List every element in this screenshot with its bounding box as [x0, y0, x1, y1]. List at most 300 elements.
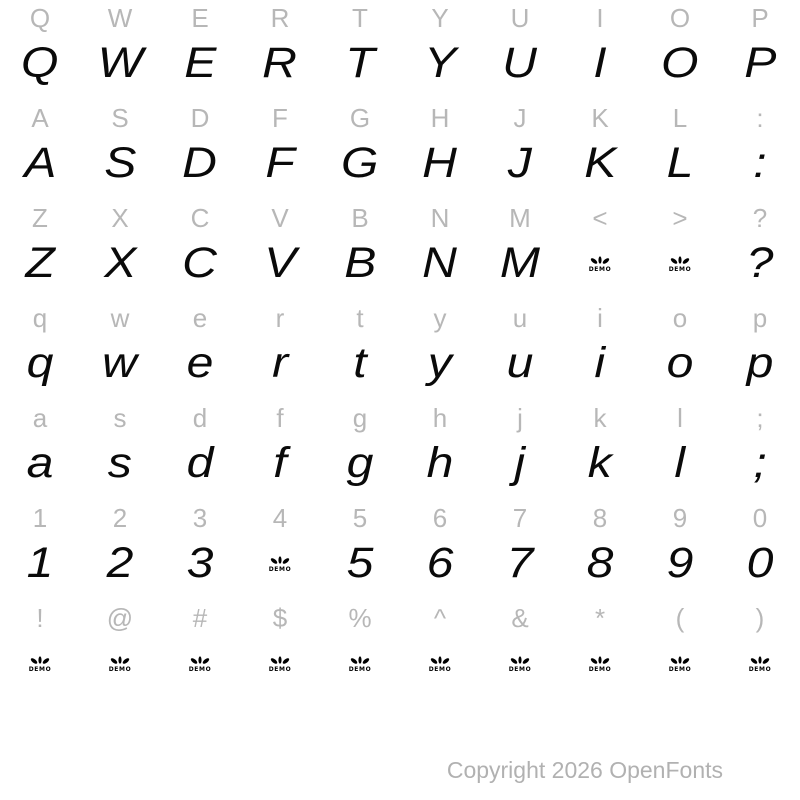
fleuron-petals-icon — [669, 256, 691, 266]
label-cell — [720, 602, 800, 633]
label-cell — [240, 2, 320, 33]
glyph-cell — [480, 538, 560, 590]
label-cell — [320, 602, 400, 633]
label-cell — [0, 2, 80, 33]
label-cell — [720, 2, 800, 33]
label-char: $ — [272, 602, 288, 633]
glyph-cell — [240, 558, 320, 578]
label-cell — [400, 602, 480, 633]
label-cell — [160, 502, 240, 533]
label-cell — [400, 502, 480, 533]
character-row-group — [0, 200, 800, 300]
glyph-char: 2 — [106, 538, 134, 587]
glyph-char: R — [262, 38, 298, 87]
demo-placeholder — [269, 556, 292, 573]
demo-label: DEMO — [188, 666, 212, 673]
label-cell — [400, 2, 480, 33]
glyph-cell — [320, 38, 400, 90]
glyph-char: O — [661, 38, 699, 87]
label-char: J — [513, 102, 527, 133]
glyph-char: w — [102, 338, 138, 387]
label-cell — [480, 502, 560, 533]
label-char: 6 — [432, 502, 448, 533]
label-char: s — [113, 402, 127, 433]
label-char: Z — [32, 202, 48, 233]
glyph-cell — [160, 338, 240, 390]
label-cell — [320, 502, 400, 533]
glyph-char: D — [182, 138, 218, 187]
demo-label: DEMO — [108, 666, 132, 673]
label-char: w — [110, 302, 130, 333]
label-cell — [640, 2, 720, 33]
demo-placeholder — [589, 256, 612, 273]
label-char: G — [349, 102, 371, 133]
label-char: S — [111, 102, 129, 133]
glyph-char: 5 — [346, 538, 374, 587]
label-cell — [640, 402, 720, 433]
label-cell — [720, 402, 800, 433]
demo-label: DEMO — [28, 666, 52, 673]
label-cell — [560, 2, 640, 33]
fleuron-petals-icon — [189, 656, 211, 666]
label-cell — [320, 402, 400, 433]
character-row-group — [0, 600, 800, 700]
label-char: W — [107, 2, 133, 33]
label-char: U — [510, 2, 530, 33]
label-cell — [720, 302, 800, 333]
demo-placeholder — [669, 656, 692, 673]
label-char: N — [430, 202, 450, 233]
glyph-cell — [400, 658, 480, 678]
fleuron-petals-icon — [589, 656, 611, 666]
label-cell — [320, 302, 400, 333]
glyph-char: E — [183, 38, 217, 87]
label-char: % — [348, 602, 372, 633]
demo-label: DEMO — [428, 666, 452, 673]
glyph-char: X — [103, 238, 137, 287]
glyph-cell — [160, 38, 240, 90]
glyph-cell — [640, 258, 720, 278]
glyph-char: W — [97, 38, 143, 87]
label-cell — [480, 302, 560, 333]
glyph-char: g — [346, 438, 374, 487]
glyph-char: e — [186, 338, 214, 387]
glyph-char: C — [182, 238, 218, 287]
glyph-cell — [480, 658, 560, 678]
glyph-cell — [160, 238, 240, 290]
glyph-char: h — [426, 438, 454, 487]
glyph-cell — [720, 538, 800, 590]
demo-placeholder — [269, 656, 292, 673]
label-char: # — [192, 602, 208, 633]
label-char: E — [191, 2, 209, 33]
glyph-cell — [80, 338, 160, 390]
glyph-char: A — [23, 138, 57, 187]
demo-placeholder — [349, 656, 372, 673]
label-char: e — [192, 302, 208, 333]
glyph-cell — [0, 338, 80, 390]
glyph-char: j — [514, 438, 526, 487]
glyph-char: y — [427, 338, 453, 387]
glyph-char: S — [103, 138, 137, 187]
glyph-cell — [560, 438, 640, 490]
fleuron-petals-icon — [589, 256, 611, 266]
glyph-cell — [160, 438, 240, 490]
label-char: y — [433, 302, 447, 333]
label-char: B — [351, 202, 369, 233]
label-char: ^ — [433, 602, 447, 633]
label-char: K — [591, 102, 609, 133]
glyph-char: l — [674, 438, 686, 487]
fleuron-petals-icon — [269, 656, 291, 666]
glyph-cell — [80, 658, 160, 678]
glyph-row — [0, 36, 800, 100]
copyright-text: Copyright 2026 OpenFonts — [446, 757, 723, 783]
glyph-cell — [480, 338, 560, 390]
label-cell — [560, 202, 640, 233]
label-char: q — [32, 302, 48, 333]
glyph-cell — [240, 438, 320, 490]
label-cell — [0, 502, 80, 533]
glyph-cell — [560, 258, 640, 278]
demo-placeholder — [109, 656, 132, 673]
character-row-group — [0, 500, 800, 600]
label-cell — [80, 602, 160, 633]
label-char: > — [672, 202, 688, 233]
character-row-group — [0, 300, 800, 400]
glyph-cell — [720, 438, 800, 490]
label-char: h — [432, 402, 448, 433]
glyph-cell — [400, 338, 480, 390]
label-char: L — [672, 102, 688, 133]
glyph-cell — [720, 658, 800, 678]
label-cell — [400, 302, 480, 333]
label-char: C — [190, 202, 210, 233]
label-char: @ — [106, 602, 134, 633]
glyph-cell — [480, 438, 560, 490]
glyph-char: Q — [21, 38, 59, 87]
label-char: R — [270, 2, 290, 33]
glyph-cell — [400, 538, 480, 590]
label-row — [0, 500, 800, 536]
label-char: k — [593, 402, 607, 433]
label-cell — [400, 402, 480, 433]
glyph-char: q — [26, 338, 54, 387]
glyph-cell — [320, 338, 400, 390]
glyph-cell — [160, 658, 240, 678]
glyph-char: P — [743, 38, 777, 87]
glyph-char: V — [263, 238, 297, 287]
label-char: A — [31, 102, 49, 133]
label-cell — [160, 102, 240, 133]
glyph-cell — [560, 538, 640, 590]
label-cell — [160, 402, 240, 433]
label-char: * — [594, 602, 606, 633]
glyph-cell — [720, 38, 800, 90]
glyph-cell — [240, 38, 320, 90]
label-cell — [320, 2, 400, 33]
glyph-char: Z — [25, 238, 55, 287]
glyph-char: d — [186, 438, 214, 487]
label-cell — [480, 602, 560, 633]
label-char: : — [756, 102, 764, 133]
glyph-cell — [480, 238, 560, 290]
glyph-cell — [640, 538, 720, 590]
label-cell — [240, 602, 320, 633]
label-char: o — [672, 302, 688, 333]
glyph-char: ? — [746, 238, 774, 287]
demo-placeholder — [29, 656, 52, 673]
glyph-row — [0, 136, 800, 200]
glyph-cell — [0, 658, 80, 678]
demo-label: DEMO — [268, 666, 292, 673]
label-cell — [720, 202, 800, 233]
label-cell — [160, 602, 240, 633]
glyph-cell — [720, 138, 800, 190]
label-char: 1 — [32, 502, 48, 533]
label-char: Y — [431, 2, 449, 33]
label-cell — [560, 502, 640, 533]
label-char: i — [597, 302, 603, 333]
glyph-char: T — [345, 38, 375, 87]
glyph-char: M — [499, 238, 541, 287]
glyph-char: J — [507, 138, 533, 187]
glyph-cell — [240, 138, 320, 190]
label-char: P — [751, 2, 769, 33]
demo-placeholder — [749, 656, 772, 673]
label-cell — [480, 202, 560, 233]
glyph-char: H — [422, 138, 458, 187]
label-row — [0, 600, 800, 636]
label-cell — [640, 202, 720, 233]
label-cell — [80, 302, 160, 333]
glyph-cell — [0, 538, 80, 590]
label-char: M — [509, 202, 531, 233]
glyph-cell — [400, 138, 480, 190]
glyph-cell — [320, 538, 400, 590]
glyph-row — [0, 536, 800, 600]
label-cell — [80, 2, 160, 33]
glyph-cell — [320, 438, 400, 490]
label-char: g — [352, 402, 368, 433]
label-char: ; — [756, 402, 764, 433]
demo-label: DEMO — [588, 666, 612, 673]
label-char: l — [677, 402, 683, 433]
glyph-char: F — [265, 138, 295, 187]
label-char: Q — [29, 2, 51, 33]
label-cell — [640, 102, 720, 133]
glyph-char: p — [746, 338, 774, 387]
glyph-char: K — [583, 138, 617, 187]
label-cell — [480, 102, 560, 133]
fleuron-petals-icon — [749, 656, 771, 666]
fleuron-petals-icon — [29, 656, 51, 666]
label-char: 3 — [192, 502, 208, 533]
demo-label: DEMO — [668, 666, 692, 673]
label-char: u — [512, 302, 528, 333]
label-char: V — [271, 202, 289, 233]
glyph-cell — [560, 658, 640, 678]
glyph-cell — [240, 658, 320, 678]
glyph-cell — [0, 138, 80, 190]
label-cell — [560, 302, 640, 333]
label-char: 5 — [352, 502, 368, 533]
label-char: 9 — [672, 502, 688, 533]
demo-placeholder — [189, 656, 212, 673]
glyph-cell — [400, 38, 480, 90]
glyph-char: U — [502, 38, 538, 87]
glyph-char: u — [506, 338, 534, 387]
label-cell — [560, 102, 640, 133]
demo-label: DEMO — [668, 266, 692, 273]
glyph-char: a — [26, 438, 54, 487]
label-char: p — [752, 302, 768, 333]
label-cell — [560, 602, 640, 633]
label-char: O — [669, 2, 691, 33]
label-row — [0, 400, 800, 436]
glyph-cell — [560, 138, 640, 190]
glyph-cell — [640, 438, 720, 490]
character-row-group — [0, 400, 800, 500]
label-char: ) — [755, 602, 765, 633]
label-cell — [80, 502, 160, 533]
glyph-cell — [80, 38, 160, 90]
demo-placeholder — [429, 656, 452, 673]
glyph-char: i — [594, 338, 606, 387]
glyph-char: 7 — [506, 538, 534, 587]
label-cell — [0, 102, 80, 133]
label-cell — [240, 202, 320, 233]
label-char: 8 — [592, 502, 608, 533]
demo-label: DEMO — [588, 266, 612, 273]
label-char: ? — [752, 202, 768, 233]
glyph-cell — [240, 338, 320, 390]
glyph-char: t — [353, 338, 367, 387]
label-cell — [400, 202, 480, 233]
glyph-char: 6 — [426, 538, 454, 587]
glyph-char: Y — [423, 38, 457, 87]
label-cell — [720, 102, 800, 133]
label-cell — [640, 302, 720, 333]
label-char: ! — [36, 602, 44, 633]
label-cell — [320, 202, 400, 233]
fleuron-petals-icon — [269, 556, 291, 566]
label-char: H — [430, 102, 450, 133]
label-char: < — [592, 202, 608, 233]
label-cell — [160, 202, 240, 233]
label-char: 7 — [512, 502, 528, 533]
footer — [0, 757, 800, 785]
glyph-cell — [80, 538, 160, 590]
label-cell — [480, 2, 560, 33]
glyph-char: : — [753, 138, 767, 187]
label-row — [0, 200, 800, 236]
glyph-cell — [0, 238, 80, 290]
label-cell — [560, 402, 640, 433]
fleuron-petals-icon — [429, 656, 451, 666]
glyph-char: f — [273, 438, 287, 487]
demo-placeholder — [509, 656, 532, 673]
glyph-char: r — [271, 338, 289, 387]
glyph-char: 3 — [186, 538, 214, 587]
label-cell — [640, 502, 720, 533]
glyph-cell — [640, 38, 720, 90]
label-cell — [240, 102, 320, 133]
fleuron-petals-icon — [349, 656, 371, 666]
label-row — [0, 300, 800, 336]
glyph-cell — [640, 338, 720, 390]
label-char: D — [190, 102, 210, 133]
label-char: r — [275, 302, 285, 333]
glyph-char: s — [107, 438, 133, 487]
fleuron-petals-icon — [509, 656, 531, 666]
glyph-char: G — [341, 138, 379, 187]
label-cell — [400, 102, 480, 133]
label-char: 2 — [112, 502, 128, 533]
demo-placeholder — [669, 256, 692, 273]
glyph-cell — [560, 38, 640, 90]
glyph-char: 0 — [746, 538, 774, 587]
label-cell — [480, 402, 560, 433]
glyph-row — [0, 336, 800, 400]
glyph-cell — [480, 138, 560, 190]
glyph-char: 9 — [666, 538, 694, 587]
demo-placeholder — [589, 656, 612, 673]
glyph-cell — [320, 658, 400, 678]
glyph-char: N — [422, 238, 458, 287]
glyph-char: 8 — [586, 538, 614, 587]
label-cell — [240, 502, 320, 533]
label-cell — [240, 302, 320, 333]
glyph-cell — [400, 238, 480, 290]
glyph-cell — [720, 238, 800, 290]
glyph-char: k — [587, 438, 613, 487]
glyph-cell — [0, 438, 80, 490]
glyph-cell — [400, 438, 480, 490]
label-char: I — [596, 2, 604, 33]
label-cell — [160, 2, 240, 33]
glyph-row — [0, 236, 800, 300]
glyph-cell — [240, 238, 320, 290]
label-char: F — [272, 102, 288, 133]
label-cell — [160, 302, 240, 333]
demo-label: DEMO — [348, 666, 372, 673]
glyph-char: I — [593, 38, 607, 87]
glyph-cell — [640, 138, 720, 190]
label-cell — [640, 602, 720, 633]
character-row-group — [0, 0, 800, 100]
glyph-row — [0, 436, 800, 500]
label-cell — [0, 402, 80, 433]
label-char: 4 — [272, 502, 288, 533]
label-char: t — [356, 302, 364, 333]
glyph-char: L — [666, 138, 694, 187]
label-cell — [0, 302, 80, 333]
glyph-cell — [320, 138, 400, 190]
glyph-row — [0, 636, 800, 700]
label-row — [0, 0, 800, 36]
glyph-cell — [560, 338, 640, 390]
glyph-cell — [160, 138, 240, 190]
demo-label: DEMO — [508, 666, 532, 673]
glyph-cell — [320, 238, 400, 290]
glyph-cell — [480, 38, 560, 90]
label-cell — [240, 402, 320, 433]
label-cell — [80, 102, 160, 133]
glyph-cell — [640, 658, 720, 678]
label-char: T — [352, 2, 368, 33]
glyph-cell — [80, 138, 160, 190]
